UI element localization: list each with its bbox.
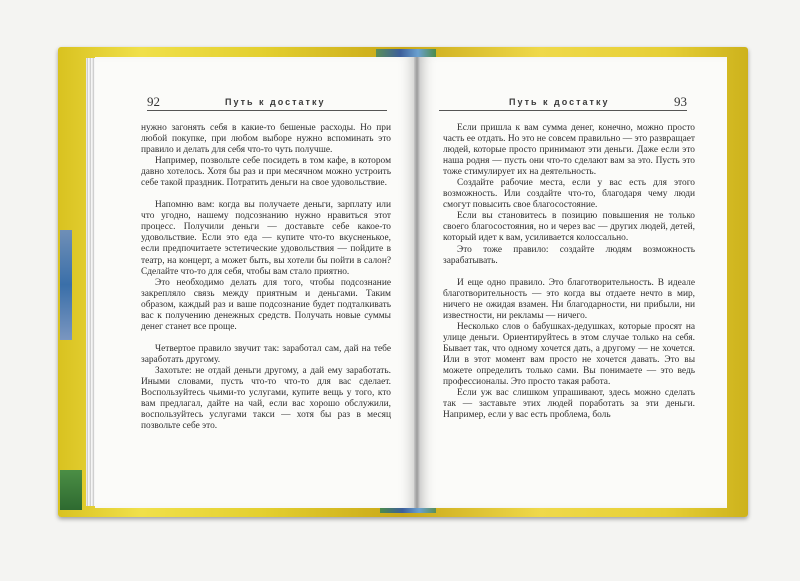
book-gutter: [414, 57, 420, 508]
running-header-title: Путь к достатку: [225, 97, 326, 107]
paragraph: Это тоже правило: создайте людям возможность зарабатывать.: [443, 244, 695, 266]
paragraph: Захотьте: не отдай деньги другому, а дай ему заработать. Иными словами, пусть что-то что-то для вас сделает. Воспользуйтесь чьими-то услугами, купите вещь у того, кто вам предлагал, дайте на чай, если вас хорошо обслужили, воспользуйтесь услугами такси — хотя бы раз в месяц позвольте себе это.: [141, 365, 391, 432]
paragraph: Например, позвольте себе посидеть в том кафе, в котором давно хотелось. Хотя бы раз и при месячном можно устроить себе такой праздник. Потратить деньги на свое удовольствие.: [141, 156, 391, 189]
paragraph: Если пришла к вам сумма денег, конечно, можно просто часть ее отдать. Но это не совсем правильно — это развращает людей, которые просто принимают эти деньги. Даже если это наша родня — пусть они что-то сделают вам за это. Пусть это тоже стимулирует их на деятельность.: [443, 123, 695, 178]
cover-decoration-green: [60, 470, 82, 510]
running-header: [439, 96, 687, 111]
page-text: [443, 123, 695, 421]
paragraph: Напомню вам: когда вы получаете деньги, зарплату или что угодно, нашему подсознанию нужно нравиться этот процесс. Получили деньги — доставьте себе какое-то удовольствие. Если это еда — купите что-то вкусненькое, если предпочитаете эстетические удовольствия — пойдите в театр, на концерт, а может быть, вы хотели бы пойти в салон? Сделайте что-то для себя, чтобы вам стало приятно.: [141, 200, 391, 277]
cover-decoration-blue: [60, 230, 72, 340]
page-number: 92: [147, 94, 160, 109]
right-page: [417, 57, 727, 508]
running-header-title: Путь к достатку: [509, 97, 610, 107]
paragraph: Это необходимо делать для того, чтобы подсознание закрепляло связь между приятным и деньгами. Таким образом, каждый раз и ваше подсознание будет подталкивать вас к получению денежных средств. Получать новые суммы денег станет все проще.: [141, 277, 391, 332]
running-header: [147, 96, 387, 111]
left-page: [95, 57, 417, 508]
paragraph: И еще одно правило. Это благотворительность. В идеале благотворительность — это когда вы отдаете нечто в мир, ничего не ожидая взамен. Ни благодарности, ни прибыли, ни известности, ни рекламы — ничего.: [443, 277, 695, 321]
paragraph: Создайте рабочие места, если у вас есть для этого возможность. Или создайте что-то, благодаря чему люди смогут повысить свое благосостояние.: [443, 178, 695, 211]
page-number: 93: [674, 94, 687, 109]
paragraph: Если вы становитесь в позицию повышения не только своего благосостояния, но и через вас — других людей, детей, который идет к вам, усиливается колоссально.: [443, 211, 695, 244]
paragraph: Если уж вас слишком упрашивают, здесь можно сделать так — заставьте этих людей поработать за эти деньги. Например, если у вас есть проблема, боль: [443, 388, 695, 421]
paragraph: нужно загонять себя в какие-то бешеные расходы. Но при любой покупке, при любом выборе нужно вспоминать это правило и делать для себя что-то чуть получше.: [141, 123, 391, 156]
page-text: [141, 123, 391, 432]
spine-top: [376, 49, 436, 57]
paragraph: Четвертое правило звучит так: заработал сам, дай на тебе заработать другому.: [141, 343, 391, 365]
paragraph: Несколько слов о бабушках-дедушках, которые просят на улице деньги. Ориентируйтесь в этом случае только на себя. Бывает так, что одному хочется дать, а другому — не хочется. Или в этот момент вам просто не хочется давать. Это вы можете определить только сами. Вы понимаете — это ведь профессионалы. Это просто такая работа.: [443, 321, 695, 388]
